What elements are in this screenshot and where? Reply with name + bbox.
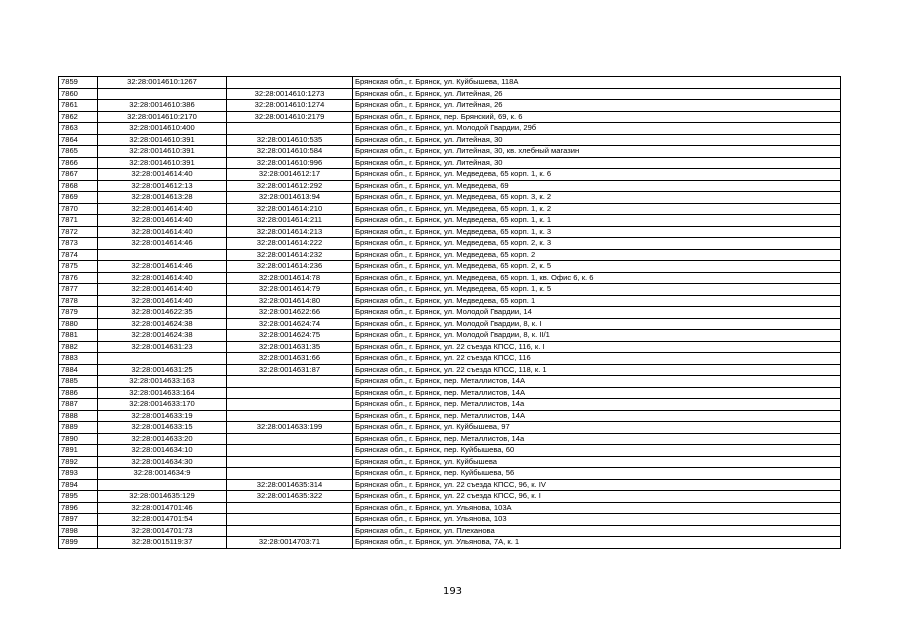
address-cell: Брянская обл., г. Брянск, ул. Медведева, 65 корп. 1, к. 6 (353, 169, 841, 181)
address-cell: Брянская обл., г. Брянск, ул. Ульянова, 7А, к. 1 (353, 537, 841, 549)
table-row (59, 180, 841, 192)
row-number-cell: 7886 (59, 387, 98, 399)
object-cadastral-number-cell (227, 387, 353, 399)
row-number-cell: 7890 (59, 433, 98, 445)
row-number-cell: 7869 (59, 192, 98, 204)
object-cadastral-number-cell: 32:28:0014614:79 (227, 284, 353, 296)
row-number-cell: 7898 (59, 525, 98, 537)
object-cadastral-number-cell: 32:28:0014622:66 (227, 307, 353, 319)
cadastral-number-cell (98, 249, 227, 261)
object-cadastral-number-cell: 32:28:0014612:17 (227, 169, 353, 181)
cadastral-number-cell: 32:28:0014614:40 (98, 226, 227, 238)
address-cell: Брянская обл., г. Брянск, ул. Медведева, 65 корп. 1, к. 2 (353, 203, 841, 215)
row-number-cell: 7893 (59, 468, 98, 480)
object-cadastral-number-cell: 32:28:0014635:314 (227, 479, 353, 491)
address-cell: Брянская обл., г. Брянск, ул. 22 съезда КПСС, 118, к. 1 (353, 364, 841, 376)
table-row (59, 341, 841, 353)
row-number-cell: 7891 (59, 445, 98, 457)
row-number-cell: 7879 (59, 307, 98, 319)
address-cell: Брянская обл., г. Брянск, ул. Медведева, 65 корп. 1, к. 3 (353, 226, 841, 238)
row-number-cell: 7859 (59, 77, 98, 89)
address-cell: Брянская обл., г. Брянск, ул. Молодой Гвардии, 8, к. I (353, 318, 841, 330)
cadastral-number-cell: 32:28:0014614:46 (98, 261, 227, 273)
table-row (59, 525, 841, 537)
address-cell: Брянская обл., г. Брянск, ул. Ульянова, 103 (353, 514, 841, 526)
row-number-cell: 7877 (59, 284, 98, 296)
table-row (59, 123, 841, 135)
cadastral-number-cell: 32:28:0014701:46 (98, 502, 227, 514)
table-row (59, 399, 841, 411)
address-cell: Брянская обл., г. Брянск, ул. Медведева, 65 корп. 1, к. 1 (353, 215, 841, 227)
row-number-cell: 7894 (59, 479, 98, 491)
cadastral-number-cell: 32:28:0014614:40 (98, 203, 227, 215)
table-row (59, 88, 841, 100)
row-number-cell: 7863 (59, 123, 98, 135)
object-cadastral-number-cell (227, 77, 353, 89)
object-cadastral-number-cell: 32:28:0014614:211 (227, 215, 353, 227)
address-cell: Брянская обл., г. Брянск, ул. Литейная, 30 (353, 157, 841, 169)
cadastral-number-cell (98, 353, 227, 365)
cadastral-number-cell: 32:28:0014614:40 (98, 272, 227, 284)
row-number-cell: 7882 (59, 341, 98, 353)
table-row (59, 307, 841, 319)
table-row (59, 491, 841, 503)
table-row (59, 203, 841, 215)
row-number-cell: 7892 (59, 456, 98, 468)
cadastral-number-cell: 32:28:0014634:10 (98, 445, 227, 457)
object-cadastral-number-cell: 32:28:0014614:236 (227, 261, 353, 273)
cadastral-number-cell: 32:28:0014633:164 (98, 387, 227, 399)
table-row (59, 514, 841, 526)
address-cell: Брянская обл., г. Брянск, ул. Молодой Гвардии, 29б (353, 123, 841, 135)
registry-table-body (59, 77, 841, 549)
address-cell: Брянская обл., г. Брянск, ул. Литейная, 30, кв. хлебный магазин (353, 146, 841, 158)
table-row (59, 422, 841, 434)
row-number-cell: 7874 (59, 249, 98, 261)
object-cadastral-number-cell: 32:28:0014614:232 (227, 249, 353, 261)
cadastral-number-cell: 32:28:0014614:40 (98, 169, 227, 181)
cadastral-number-cell: 32:28:0014610:2170 (98, 111, 227, 123)
row-number-cell: 7868 (59, 180, 98, 192)
cadastral-number-cell: 32:28:0014624:38 (98, 330, 227, 342)
object-cadastral-number-cell (227, 399, 353, 411)
table-row (59, 249, 841, 261)
row-number-cell: 7895 (59, 491, 98, 503)
table-row (59, 238, 841, 250)
object-cadastral-number-cell: 32:28:0014613:94 (227, 192, 353, 204)
cadastral-number-cell: 32:28:0014634:9 (98, 468, 227, 480)
address-cell: Брянская обл., г. Брянск, ул. Медведева, 65 корп. 3, к. 2 (353, 192, 841, 204)
object-cadastral-number-cell (227, 445, 353, 457)
cadastral-number-cell: 32:28:0014610:400 (98, 123, 227, 135)
cadastral-number-cell: 32:28:0014614:40 (98, 284, 227, 296)
object-cadastral-number-cell: 32:28:0014610:2179 (227, 111, 353, 123)
cadastral-number-cell (98, 88, 227, 100)
object-cadastral-number-cell: 32:28:0014610:584 (227, 146, 353, 158)
address-cell: Брянская обл., г. Брянск, ул. Молодой Гвардии, 14 (353, 307, 841, 319)
row-number-cell: 7878 (59, 295, 98, 307)
table-row (59, 502, 841, 514)
address-cell: Брянская обл., г. Брянск, пер. Куйбышева, 60 (353, 445, 841, 457)
row-number-cell: 7872 (59, 226, 98, 238)
table-row (59, 295, 841, 307)
row-number-cell: 7885 (59, 376, 98, 388)
address-cell: Брянская обл., г. Брянск, ул. Ульянова, 103А (353, 502, 841, 514)
address-cell: Брянская обл., г. Брянск, ул. Медведева, 65 корп. 2, к. 3 (353, 238, 841, 250)
address-cell: Брянская обл., г. Брянск, пер. Металлистов, 14А (353, 410, 841, 422)
address-cell: Брянская обл., г. Брянск, ул. Плеханова (353, 525, 841, 537)
cadastral-number-cell: 32:28:0014612:13 (98, 180, 227, 192)
address-cell: Брянская обл., г. Брянск, ул. Литейная, 26 (353, 100, 841, 112)
row-number-cell: 7899 (59, 537, 98, 549)
cadastral-number-cell: 32:28:0014610:391 (98, 157, 227, 169)
address-cell: Брянская обл., г. Брянск, ул. Медведева, 69 (353, 180, 841, 192)
table-row (59, 146, 841, 158)
cadastral-number-cell: 32:28:0014635:129 (98, 491, 227, 503)
row-number-cell: 7896 (59, 502, 98, 514)
cadastral-number-cell: 32:28:0014633:170 (98, 399, 227, 411)
cadastral-number-cell: 32:28:0014614:40 (98, 295, 227, 307)
table-row (59, 376, 841, 388)
registry-sheet (58, 76, 841, 549)
table-row (59, 433, 841, 445)
address-cell: Брянская обл., г. Брянск, ул. Куйбышева, 118А (353, 77, 841, 89)
table-row (59, 284, 841, 296)
table-row (59, 192, 841, 204)
table-row (59, 169, 841, 181)
object-cadastral-number-cell (227, 468, 353, 480)
row-number-cell: 7876 (59, 272, 98, 284)
row-number-cell: 7873 (59, 238, 98, 250)
cadastral-number-cell: 32:28:0014610:391 (98, 134, 227, 146)
object-cadastral-number-cell (227, 502, 353, 514)
cadastral-number-cell: 32:28:0014614:46 (98, 238, 227, 250)
row-number-cell: 7888 (59, 410, 98, 422)
object-cadastral-number-cell: 32:28:0014631:35 (227, 341, 353, 353)
cadastral-number-cell: 32:28:0014633:20 (98, 433, 227, 445)
address-cell: Брянская обл., г. Брянск, ул. Литейная, 30 (353, 134, 841, 146)
cadastral-number-cell: 32:28:0014624:38 (98, 318, 227, 330)
address-cell: Брянская обл., г. Брянск, ул. Медведева, 65 корп. 1 (353, 295, 841, 307)
row-number-cell: 7864 (59, 134, 98, 146)
address-cell: Брянская обл., г. Брянск, ул. Куйбышева (353, 456, 841, 468)
table-row (59, 226, 841, 238)
object-cadastral-number-cell: 32:28:0014610:1273 (227, 88, 353, 100)
object-cadastral-number-cell: 32:28:0014624:74 (227, 318, 353, 330)
address-cell: Брянская обл., г. Брянск, ул. Медведева, 65 корп. 2 (353, 249, 841, 261)
row-number-cell: 7867 (59, 169, 98, 181)
object-cadastral-number-cell: 32:28:0014633:199 (227, 422, 353, 434)
row-number-cell: 7880 (59, 318, 98, 330)
row-number-cell: 7887 (59, 399, 98, 411)
row-number-cell: 7897 (59, 514, 98, 526)
address-cell: Брянская обл., г. Брянск, ул. Медведева, 65 корп. 1, к. 5 (353, 284, 841, 296)
table-row (59, 330, 841, 342)
row-number-cell: 7884 (59, 364, 98, 376)
object-cadastral-number-cell (227, 123, 353, 135)
table-row (59, 445, 841, 457)
cadastral-number-cell: 32:28:0014631:25 (98, 364, 227, 376)
table-row (59, 134, 841, 146)
row-number-cell: 7871 (59, 215, 98, 227)
table-row (59, 318, 841, 330)
object-cadastral-number-cell: 32:28:0014635:322 (227, 491, 353, 503)
object-cadastral-number-cell: 32:28:0014631:87 (227, 364, 353, 376)
object-cadastral-number-cell: 32:28:0014614:213 (227, 226, 353, 238)
table-row (59, 479, 841, 491)
page-number: 193 (442, 586, 463, 597)
object-cadastral-number-cell: 32:28:0014610:1274 (227, 100, 353, 112)
table-row (59, 364, 841, 376)
table-row (59, 468, 841, 480)
cadastral-number-cell: 32:28:0014610:1267 (98, 77, 227, 89)
row-number-cell: 7862 (59, 111, 98, 123)
object-cadastral-number-cell (227, 410, 353, 422)
object-cadastral-number-cell: 32:28:0014612:292 (227, 180, 353, 192)
row-number-cell: 7870 (59, 203, 98, 215)
address-cell: Брянская обл., г. Брянск, ул. 22 съезда КПСС, 116, к. I (353, 341, 841, 353)
table-row (59, 77, 841, 89)
table-row (59, 272, 841, 284)
object-cadastral-number-cell (227, 514, 353, 526)
row-number-cell: 7865 (59, 146, 98, 158)
address-cell: Брянская обл., г. Брянск, пер. Металлистов, 14а (353, 399, 841, 411)
address-cell: Брянская обл., г. Брянск, ул. Литейная, 26 (353, 88, 841, 100)
cadastral-number-cell (98, 479, 227, 491)
table-row (59, 111, 841, 123)
row-number-cell: 7860 (59, 88, 98, 100)
cadastral-number-cell: 32:28:0014633:19 (98, 410, 227, 422)
table-row (59, 100, 841, 112)
cadastral-number-cell: 32:28:0014701:73 (98, 525, 227, 537)
table-row (59, 353, 841, 365)
registry-table (58, 76, 841, 549)
table-row (59, 456, 841, 468)
row-number-cell: 7889 (59, 422, 98, 434)
cadastral-number-cell: 32:28:0014634:30 (98, 456, 227, 468)
object-cadastral-number-cell: 32:28:0014614:210 (227, 203, 353, 215)
cadastral-number-cell: 32:28:0014610:386 (98, 100, 227, 112)
table-row (59, 410, 841, 422)
table-row (59, 157, 841, 169)
row-number-cell: 7866 (59, 157, 98, 169)
cadastral-number-cell: 32:28:0014622:35 (98, 307, 227, 319)
address-cell: Брянская обл., г. Брянск, ул. 22 съезда КПСС, 96, к. IV (353, 479, 841, 491)
object-cadastral-number-cell (227, 376, 353, 388)
address-cell: Брянская обл., г. Брянск, ул. Молодой Гвардии, 8, к. II/1 (353, 330, 841, 342)
address-cell: Брянская обл., г. Брянск, пер. Брянский, 69, к. 6 (353, 111, 841, 123)
object-cadastral-number-cell (227, 456, 353, 468)
cadastral-number-cell: 32:28:0014631:23 (98, 341, 227, 353)
row-number-cell: 7875 (59, 261, 98, 273)
object-cadastral-number-cell (227, 525, 353, 537)
row-number-cell: 7883 (59, 353, 98, 365)
object-cadastral-number-cell: 32:28:0014610:535 (227, 134, 353, 146)
table-row (59, 215, 841, 227)
cadastral-number-cell: 32:28:0014613:28 (98, 192, 227, 204)
object-cadastral-number-cell: 32:28:0014624:75 (227, 330, 353, 342)
address-cell: Брянская обл., г. Брянск, ул. Куйбышева, 97 (353, 422, 841, 434)
object-cadastral-number-cell: 32:28:0014614:80 (227, 295, 353, 307)
address-cell: Брянская обл., г. Брянск, ул. 22 съезда КПСС, 116 (353, 353, 841, 365)
cadastral-number-cell: 32:28:0014633:15 (98, 422, 227, 434)
table-row (59, 537, 841, 549)
object-cadastral-number-cell (227, 433, 353, 445)
object-cadastral-number-cell: 32:28:0014703:71 (227, 537, 353, 549)
cadastral-number-cell: 32:28:0014701:54 (98, 514, 227, 526)
address-cell: Брянская обл., г. Брянск, пер. Металлистов, 14А (353, 387, 841, 399)
address-cell: Брянская обл., г. Брянск, ул. 22 съезда КПСС, 96, к. I (353, 491, 841, 503)
row-number-cell: 7881 (59, 330, 98, 342)
cadastral-number-cell: 32:28:0015119:37 (98, 537, 227, 549)
address-cell: Брянская обл., г. Брянск, ул. Медведева, 65 корп. 2, к. 5 (353, 261, 841, 273)
address-cell: Брянская обл., г. Брянск, пер. Куйбышева, 56 (353, 468, 841, 480)
cadastral-number-cell: 32:28:0014610:391 (98, 146, 227, 158)
address-cell: Брянская обл., г. Брянск, пер. Металлистов, 14а (353, 433, 841, 445)
address-cell: Брянская обл., г. Брянск, ул. Медведева, 65 корп. 1, кв. Офис 6, к. 6 (353, 272, 841, 284)
object-cadastral-number-cell: 32:28:0014631:66 (227, 353, 353, 365)
object-cadastral-number-cell: 32:28:0014614:78 (227, 272, 353, 284)
address-cell: Брянская обл., г. Брянск, пер. Металлистов, 14А (353, 376, 841, 388)
cadastral-number-cell: 32:28:0014633:163 (98, 376, 227, 388)
table-row (59, 387, 841, 399)
cadastral-number-cell: 32:28:0014614:40 (98, 215, 227, 227)
object-cadastral-number-cell: 32:28:0014610:996 (227, 157, 353, 169)
object-cadastral-number-cell: 32:28:0014614:222 (227, 238, 353, 250)
row-number-cell: 7861 (59, 100, 98, 112)
table-row (59, 261, 841, 273)
